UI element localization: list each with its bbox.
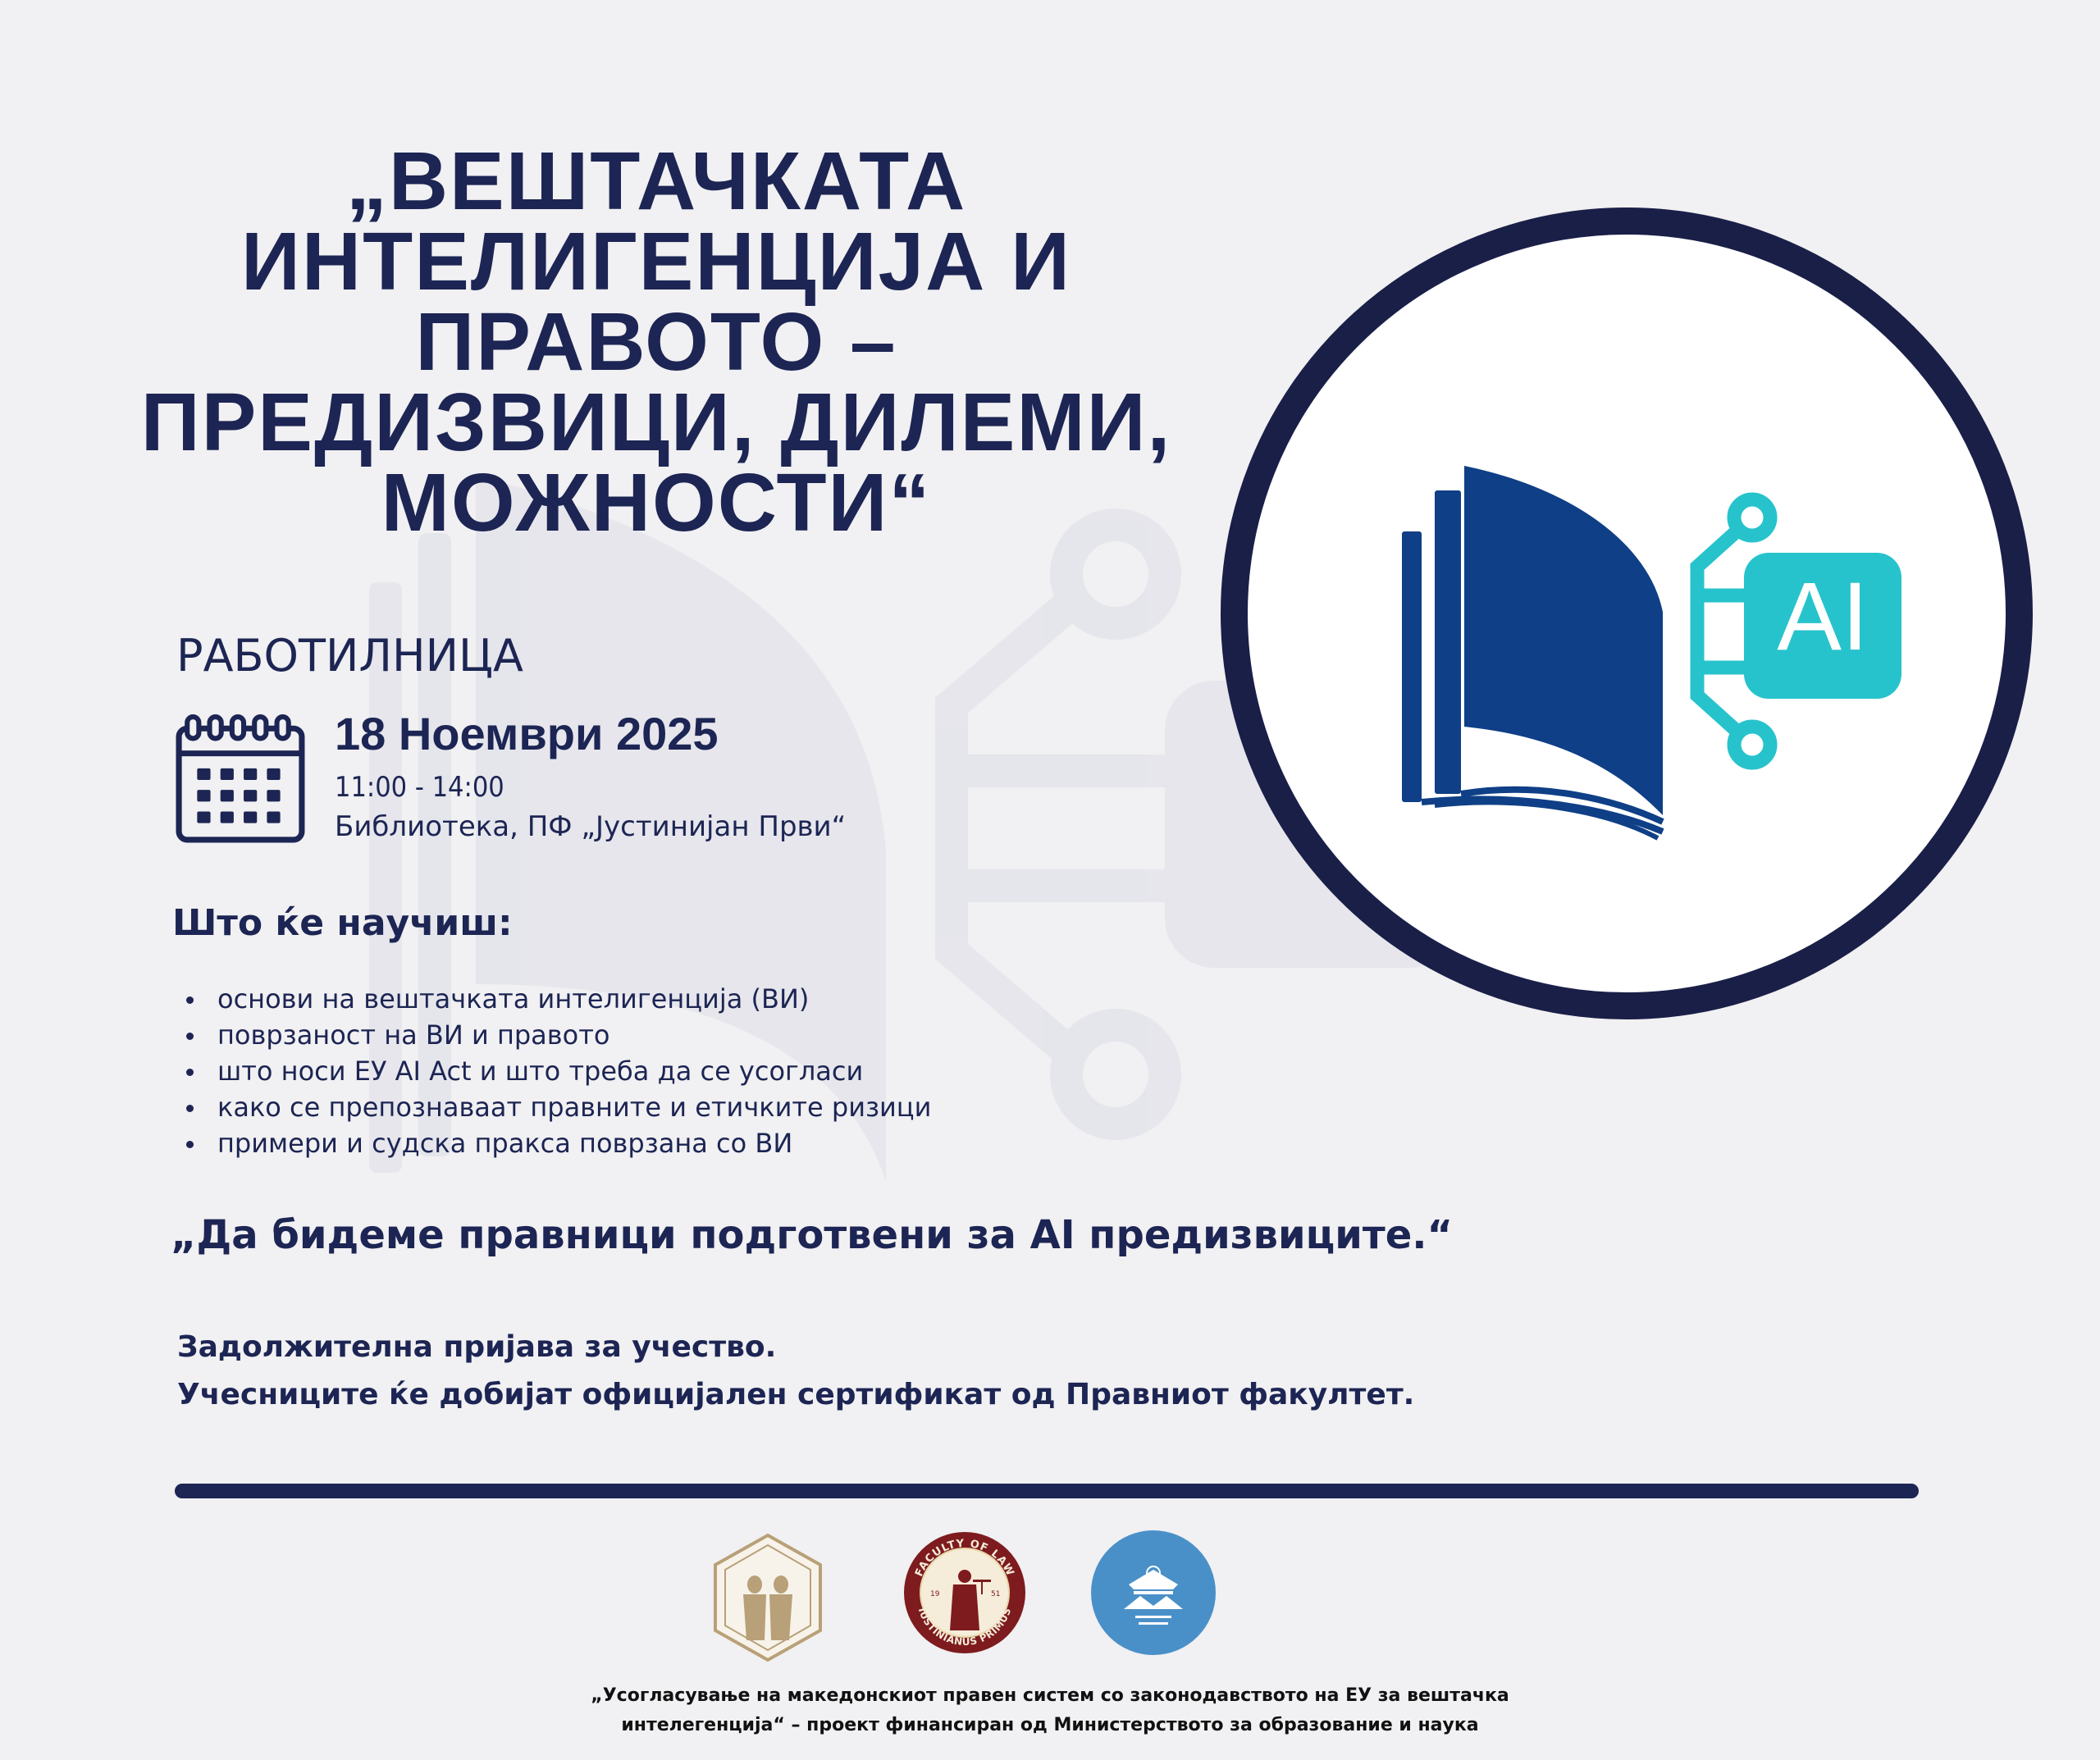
seal-text-top: FACULTY OF LAW [913,1537,1016,1579]
faculty-of-law-seal [902,1530,1027,1655]
footer-line: „Усогласување на македонскиот правен систем со законодавството на ЕУ за вештачка [591,1685,1509,1706]
event-location: Библиотека, ПФ „Јустинијан Први“ [335,810,847,843]
book-ai-icon [1248,235,2006,992]
list-item: примери и судска пракса поврзана со ВИ [176,1125,931,1161]
calendar-icon [174,712,307,845]
list-item: што носи ЕУ AI Act и што треба да се усогласи [176,1053,931,1089]
footer-project-note [394,1681,1706,1740]
university-logo [710,1532,825,1663]
registration-line: Задолжителна пријава за учество. [177,1330,777,1364]
slogan-quote: „Да бидеме правници подготвени за AI предизвиците.“ [171,1212,1454,1258]
list-item: како се препознаваат правните и етичките ризици [176,1089,931,1125]
title-line: ПРЕДИЗВИЦИ, ДИЛЕМИ, [140,376,1172,468]
seal-year-right: 51 [991,1590,1001,1598]
ai-badge-text: AI [1777,563,1869,671]
event-time: 11:00 - 14:00 [335,771,504,804]
title-line: ПРАВОТО – [415,296,897,388]
ministry-logo [1091,1530,1216,1655]
title-line: МОЖНОСТИ“ [381,457,932,549]
list-item: поврзаност на ВИ и правото [176,1017,931,1053]
learn-list [176,981,931,1161]
page-title [123,135,1189,549]
event-type-label: РАБОТИЛНИЦА [176,630,523,682]
seal-text-bottom: IUSTINIANUS PRIMUS [915,1606,1014,1648]
event-date: 18 Ноември 2025 [335,708,719,759]
footer-line: интелегенција“ – проект финансиран од Министерството за образование и наука [621,1715,1479,1735]
illustration-circle [1221,207,2033,1019]
section-divider [175,1484,1919,1498]
list-item: основи на вештачката интелигенција (ВИ) [176,981,931,1017]
seal-year-left: 19 [930,1590,940,1598]
registration-notice [177,1324,1414,1419]
learn-heading: Што ќе научиш: [172,902,513,944]
certificate-line: Учесниците ќе добијат официјален сертификат од Правниот факултет. [177,1378,1415,1411]
title-line: „ВЕШТАЧКАТА [345,135,967,227]
title-line: ИНТЕЛИГЕНЦИЈА И [241,216,1071,308]
